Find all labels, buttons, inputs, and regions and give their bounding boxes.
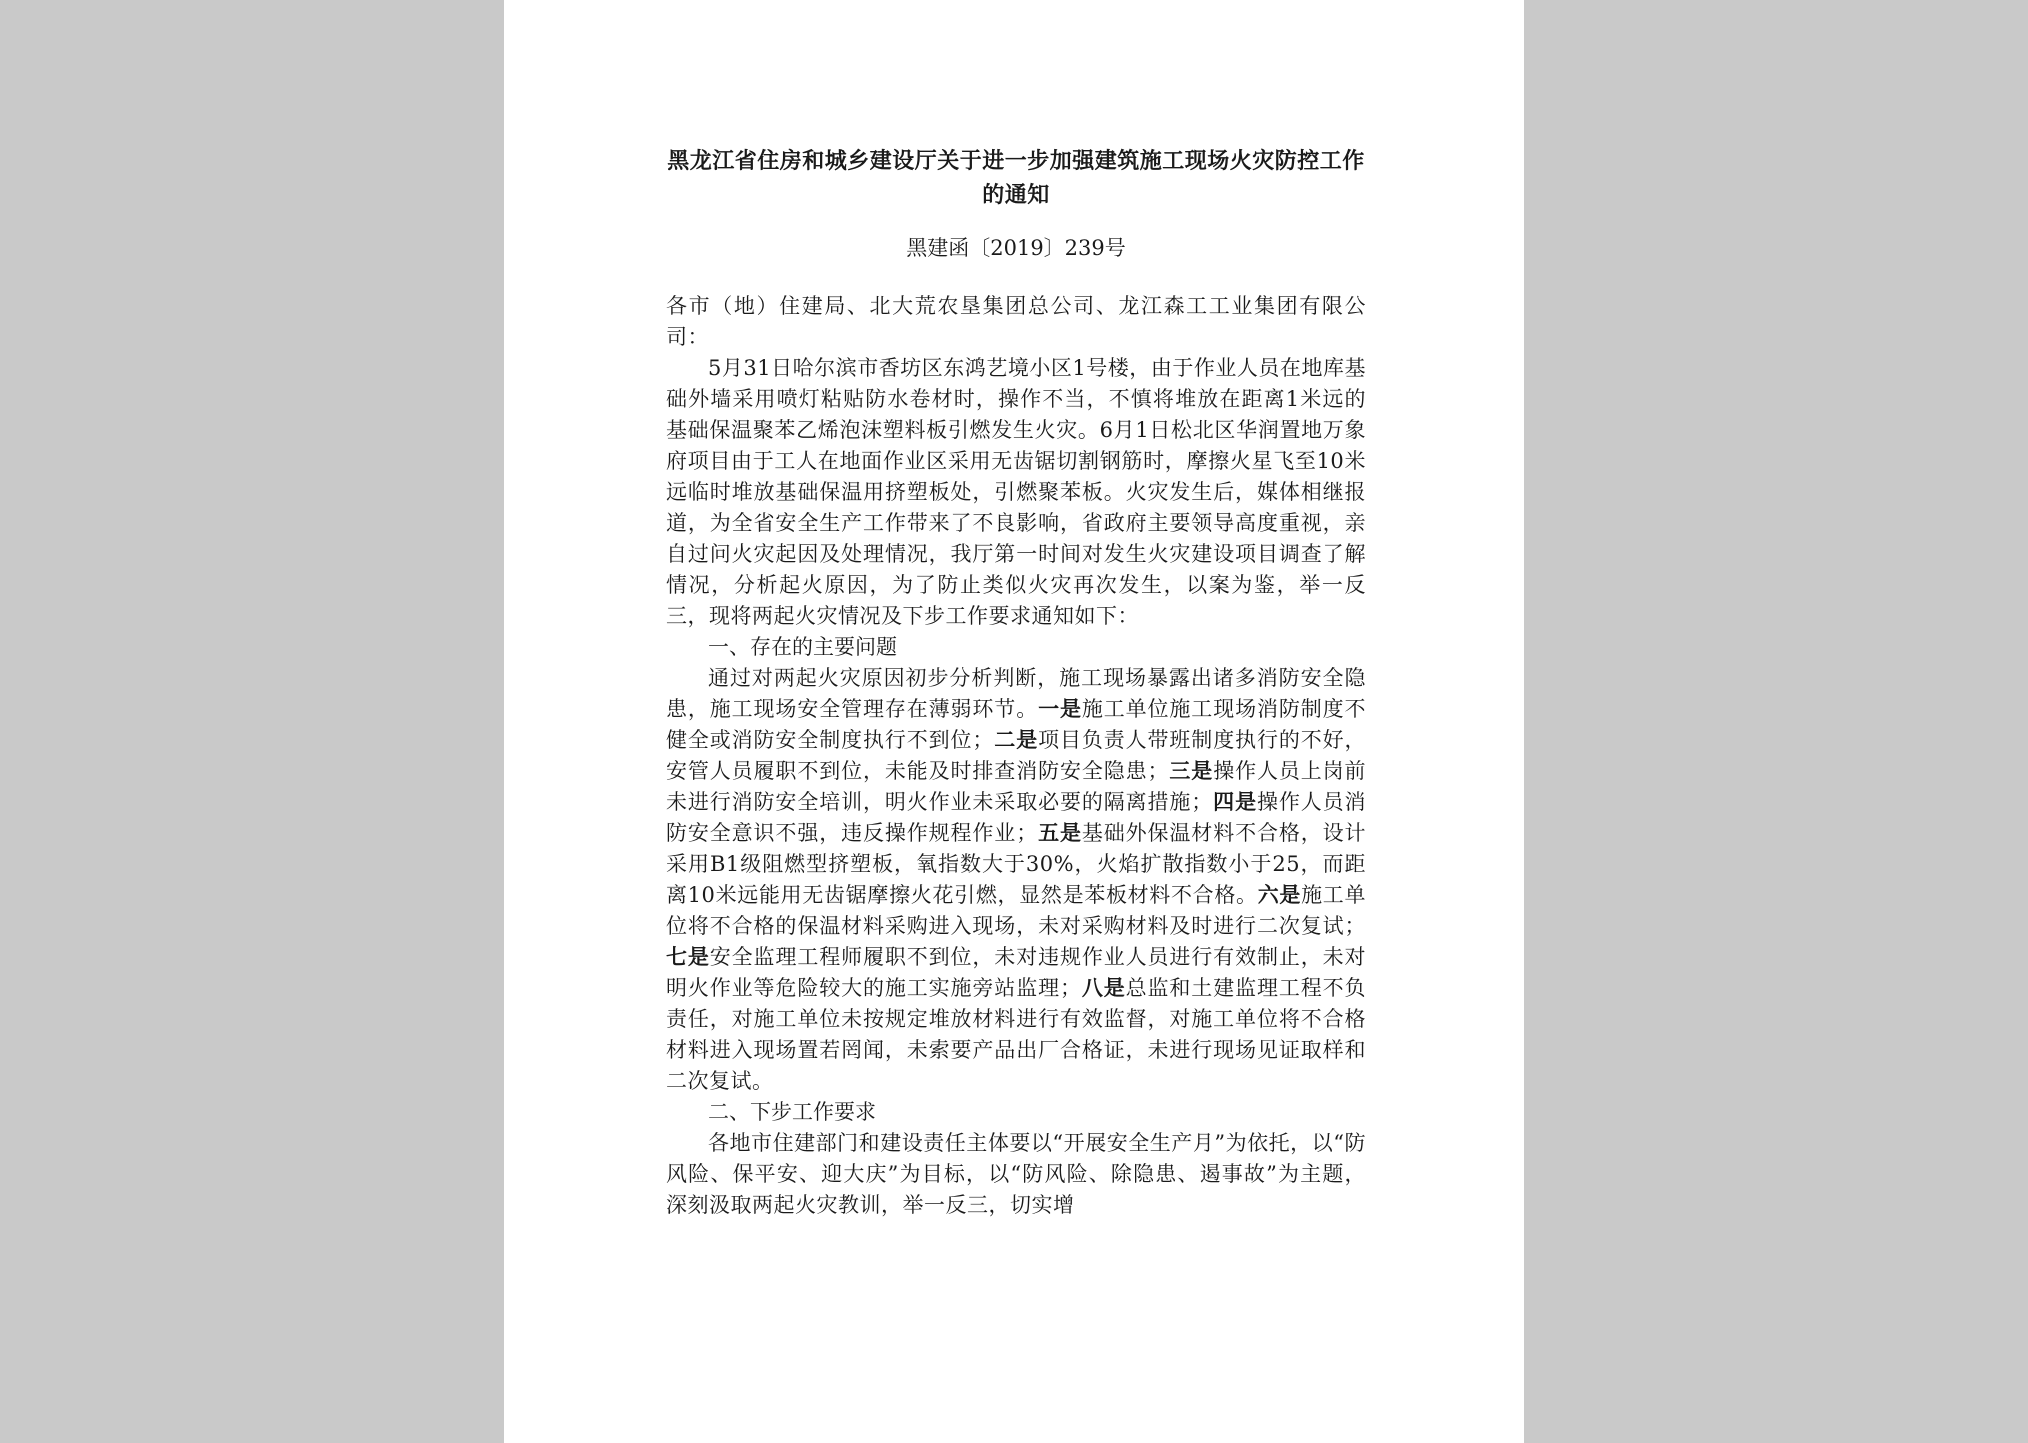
document-number: 黑建函〔2019〕239号 (906, 236, 1126, 260)
emphasis-text: 一是 (1038, 697, 1082, 721)
emphasis-text: 八是 (1081, 976, 1126, 1000)
document-title: 黑龙江省住房和城乡建设厅关于进一步加强建筑施工现场火灾防控工作的通知 (667, 149, 1365, 208)
paragraph-incident: 5月31日哈尔滨市香坊区东鸿艺境小区1号楼，由于作业人员在地库基础外墙采用喷灯粘贴防水卷材时，操作不当，不慎将堆放在距离1米远的基础保温聚苯乙烯泡沫塑料板引燃发生火灾。6月1日松北区华润置地万象府项目由于工人在地面作业区采用无齿锯切割钢筋时，摩擦火星飞至10米远临时堆放基础保温用挤塑板处，引燃聚苯板。火灾发生后，媒体相继报道，为全省安全生产工作带来了不良影响，省政府主要领导高度重视，亲自过问火灾起因及处理情况，我厅第一时间对发生火灾建设项目调查了解情况，分析起火原因，为了防止类似火灾再次发生，以案为鉴，举一反三，现将两起火灾情况及下步工作要求通知如下： (666, 356, 1366, 628)
paragraph-text: 安全监理工程师履职不到位，未对违规作业人员进行有效制止，未对明火作业等危险较大的施工实施旁站监理； (666, 945, 1367, 1000)
document-page (504, 0, 1524, 1443)
paragraph-problems (666, 663, 1366, 1097)
section-heading-requirements: 二、下步工作要求 (708, 1100, 876, 1124)
paragraph-text: 基础外保温材料不合格，设计采用B1级阻燃型挤塑板，氧指数大于30%，火焰扩散指数小于25，而距离10米远能用无齿锯摩擦火花引燃，显然是苯板材料不合格。 (666, 821, 1367, 907)
emphasis-text: 二是 (993, 728, 1039, 752)
paragraph-text: 操作人员消防安全意识不强，违反操作规程作业； (666, 790, 1367, 845)
document-content (666, 145, 1366, 1221)
paragraph-requirements: 各地市住建部门和建设责任主体要以“开展安全生产月”为依托，以“防风险、保平安、迎大庆”为目标，以“防风险、除隐患、遏事故”为主题，深刻汲取两起火灾教训，举一反三，切实增 (666, 1131, 1366, 1217)
paragraph-text: 总监和土建监理工程不负责任，对施工单位未按规定堆放材料进行有效监督，对施工单位将不合格材料进入现场置若罔闻，未索要产品出厂合格证，未进行现场见证取样和二次复试。 (666, 976, 1367, 1093)
emphasis-text: 七是 (666, 945, 710, 969)
emphasis-text: 四是 (1212, 790, 1257, 814)
paragraph-text: 操作人员上岗前未进行消防安全培训，明火作业未采取必要的隔离措施； (666, 759, 1367, 814)
paragraph-text: 施工单位施工现场消防制度不健全或消防安全制度执行不到位； (666, 697, 1367, 752)
emphasis-text: 六是 (1257, 883, 1302, 907)
paragraph-text: 施工单位将不合格的保温材料采购进入现场，未对采购材料及时进行二次复试； (666, 883, 1366, 938)
paragraph-text: 项目负责人带班制度执行的不好，安管人员履职不到位，未能及时排查消防安全隐患； (666, 728, 1367, 783)
salutation: 各市（地）住建局、北大荒农垦集团总公司、龙江森工工业集团有限公司： (666, 294, 1366, 349)
emphasis-text: 三是 (1169, 759, 1214, 783)
paragraph-text: 通过对两起火灾原因初步分析判断，施工现场暴露出诸多消防安全隐患，施工现场安全管理存在薄弱环节。 (666, 666, 1366, 721)
emphasis-text: 五是 (1037, 821, 1082, 845)
section-heading-problems: 一、存在的主要问题 (708, 635, 897, 659)
